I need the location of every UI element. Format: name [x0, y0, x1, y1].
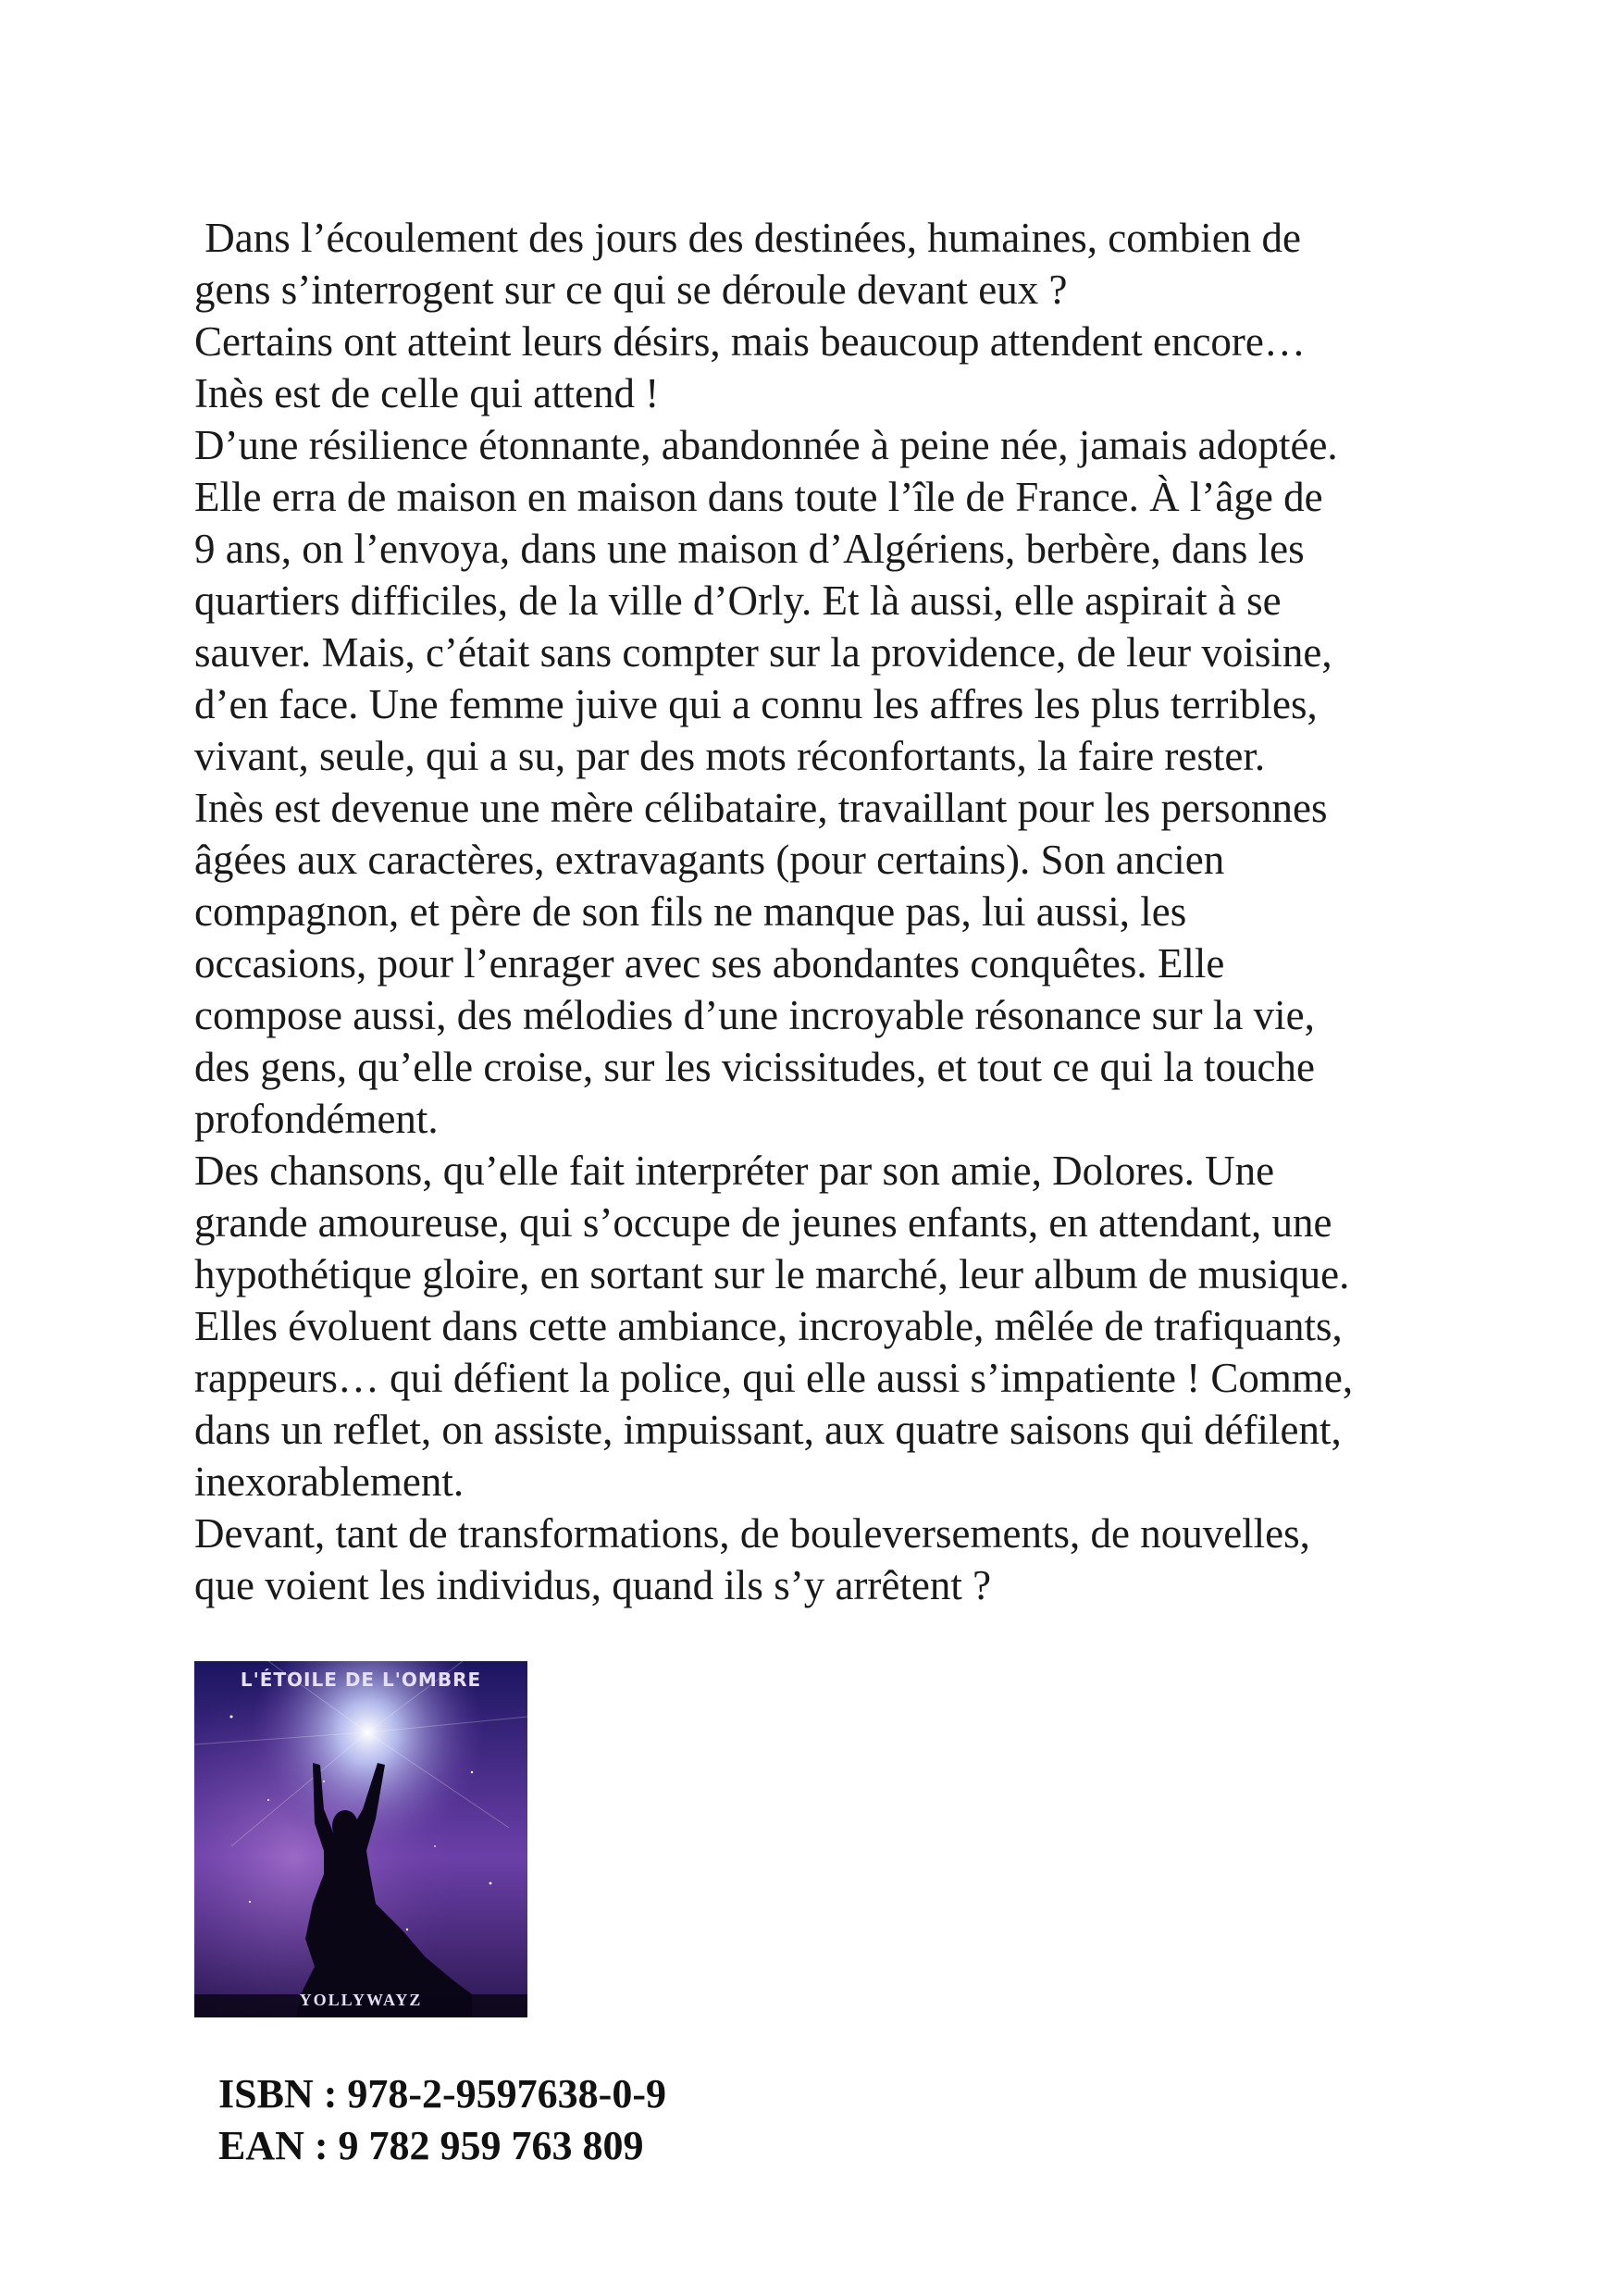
synopsis-line: Inès est de celle qui attend !	[194, 370, 660, 416]
synopsis-line: sauver. Mais, c’était sans compter sur la providence, de leur voisine,	[194, 629, 1332, 676]
synopsis-line: que voient les individus, quand ils s’y arrêtent ?	[194, 1562, 992, 1608]
synopsis-line: dans un reflet, on assiste, impuissant, aux quatre saisons qui défilent,	[194, 1407, 1342, 1453]
synopsis-line: Des chansons, qu’elle fait interpréter par son amie, Dolores. Une	[194, 1148, 1275, 1194]
synopsis-line: Dans l’écoulement des jours des destinées, humaines, combien de	[194, 215, 1301, 261]
synopsis-text	[194, 212, 1490, 1611]
synopsis-line: quartiers difficiles, de la ville d’Orly. Et là aussi, elle aspirait à se	[194, 577, 1282, 624]
synopsis-line: rappeurs… qui défient la police, qui elle aussi s’impatiente ! Comme,	[194, 1355, 1354, 1401]
cover-title: L'ÉTOILE DE L'OMBRE	[240, 1669, 482, 1691]
book-identifiers	[218, 2068, 666, 2172]
synopsis-line: hypothétique gloire, en sortant sur le marché, leur album de musique.	[194, 1251, 1350, 1297]
cover-artwork	[194, 1661, 527, 2017]
ean-number: EAN : 9 782 959 763 809	[218, 2123, 644, 2168]
synopsis-line: Certains ont atteint leurs désirs, mais beaucoup attendent encore…	[194, 318, 1306, 365]
synopsis-line: Elle erra de maison en maison dans toute l’île de France. À l’âge de	[194, 474, 1323, 520]
synopsis-line: Elles évoluent dans cette ambiance, incroyable, mêlée de trafiquants,	[194, 1303, 1343, 1349]
synopsis-line: occasions, pour l’enrager avec ses abondantes conquêtes. Elle	[194, 940, 1225, 987]
synopsis-line: inexorablement.	[194, 1458, 465, 1505]
synopsis-line: compose aussi, des mélodies d’une incroyable résonance sur la vie,	[194, 992, 1315, 1038]
cover-author: YOLLYWAYZ	[299, 1991, 423, 2009]
synopsis-line: d’en face. Une femme juive qui a connu les affres les plus terribles,	[194, 681, 1318, 727]
synopsis-line: profondément.	[194, 1096, 439, 1142]
synopsis-line: Inès est devenue une mère célibataire, travaillant pour les personnes	[194, 785, 1328, 831]
synopsis-line: grande amoureuse, qui s’occupe de jeunes enfants, en attendant, une	[194, 1199, 1332, 1246]
isbn-number: ISBN : 978-2-9597638-0-9	[218, 2071, 666, 2116]
synopsis-line: Devant, tant de transformations, de bouleversements, de nouvelles,	[194, 1510, 1310, 1557]
synopsis-line: compagnon, et père de son fils ne manque pas, lui aussi, les	[194, 888, 1187, 935]
synopsis-line: 9 ans, on l’envoya, dans une maison d’Algériens, berbère, dans les	[194, 526, 1305, 572]
synopsis-line: D’une résilience étonnante, abandonnée à peine née, jamais adoptée.	[194, 422, 1338, 468]
synopsis-line: des gens, qu’elle croise, sur les vicissitudes, et tout ce qui la touche	[194, 1044, 1315, 1090]
synopsis-line: âgées aux caractères, extravagants (pour certains). Son ancien	[194, 837, 1225, 883]
synopsis-line: vivant, seule, qui a su, par des mots réconfortants, la faire rester.	[194, 733, 1266, 779]
synopsis-line: gens s’interrogent sur ce qui se déroule devant eux ?	[194, 267, 1068, 313]
book-cover-thumbnail	[194, 1661, 527, 2017]
